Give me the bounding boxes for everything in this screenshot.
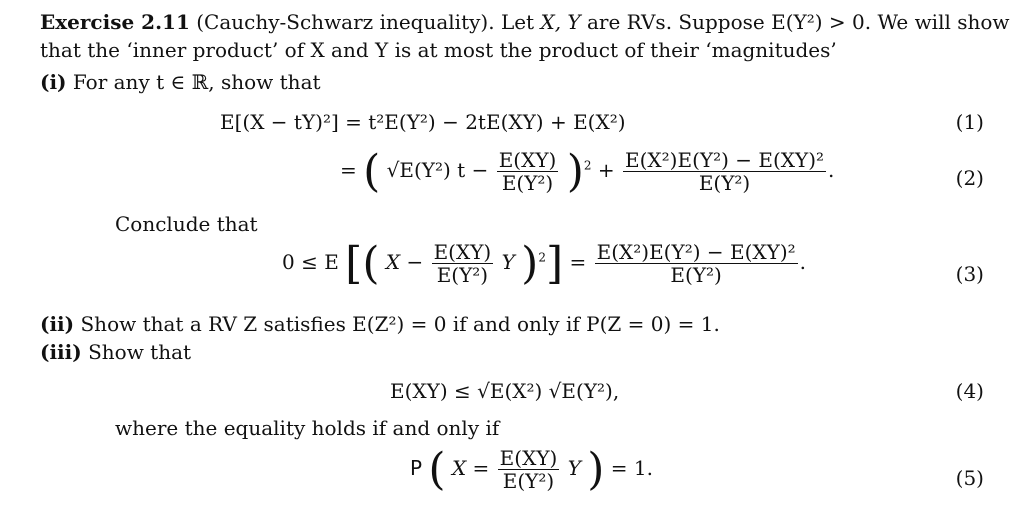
part-i-text: For any t ∈ ℝ, show that [72, 70, 321, 94]
eq3-frac2-den: E(Y²) [670, 263, 722, 287]
eq2-right-paren: ) [566, 146, 584, 197]
part-ii-label: (ii) [40, 312, 75, 336]
intro-line-2: that the ‘inner product’ of X and Y is at most the product of their ‘magnitudes’ [40, 38, 837, 62]
part-iii-label: (iii) [40, 340, 82, 364]
part-iii [40, 340, 191, 364]
exercise-title: (Cauchy-Schwarz inequality). [196, 10, 495, 34]
equation-3-number: (3) [955, 262, 984, 286]
equation-4-number: (4) [955, 379, 984, 403]
eq2-fraction-2 [623, 149, 826, 194]
eq5-frac-den: E(Y²) [502, 469, 555, 493]
part-ii-text: Show that a RV Z satisfies E(Z²) = 0 if and only if P(Z = 0) = 1. [80, 312, 720, 336]
eq5-y: Y [567, 456, 581, 480]
eq5-x: X = [451, 456, 490, 480]
intro-text-d: E(Y²) > 0. We will show [771, 10, 1010, 34]
eq2-equals: = [340, 158, 357, 182]
eq5-fraction [498, 447, 560, 492]
eq3-frac-num: E(XY) [433, 240, 492, 264]
equation-2: = ( √E(Y²) t − $\frac{E(XY)}{\text{E(Y²)}}$ )$^2$ + $\frac{\text{E(X²)E(Y²) − E(XY)²}}{\text{E(Y²)}}$ . [340, 146, 835, 197]
eq2-frac-num: E(XY) [498, 148, 557, 172]
eq3-lhs: 0 ≤ E [282, 250, 339, 274]
part-ii [40, 312, 720, 336]
part-i [40, 70, 321, 94]
intro-text-b: X, Y [540, 10, 581, 34]
eq3-fraction-2 [595, 241, 798, 286]
eq2-left-paren: ( [363, 146, 381, 197]
eq2-sqrt-term: √E(Y²) t − [386, 158, 489, 182]
eq2-frac-den: E(Y²) [501, 171, 554, 195]
eq5-p: P [410, 456, 423, 480]
eq3-x: X − [385, 250, 424, 274]
equation-5-number: (5) [955, 466, 984, 490]
equation-3: 0 ≤ E [( X − $\frac{E(XY)}{\text{E(Y²)}}$ Y )$^2$] = $\frac{\text{E(X²)E(Y²) − E(XY)²}}{\text{E(Y²)}}$ . [282, 238, 807, 289]
eq2-plus: + [597, 158, 615, 182]
eq2-frac2-den: E(Y²) [698, 171, 751, 195]
intro-text-c: are RVs. Suppose [586, 10, 765, 34]
equation-1: E[(X − tY)²] = t²E(Y²) − 2tE(XY) + E(X²) [220, 110, 626, 134]
where-text: where the equality holds if and only if [115, 416, 500, 440]
eq2-end: . [828, 158, 835, 182]
conclude-text: Conclude that [115, 212, 258, 236]
eq5-right-paren: ) [587, 444, 605, 495]
eq5-left-paren: ( [428, 444, 446, 495]
eq3-frac-den: E(Y²) [436, 263, 489, 287]
eq3-left-bracket: [( [345, 238, 380, 289]
eq2-frac2-num: E(X²)E(Y²) − E(XY)² [625, 148, 825, 172]
exercise-header [40, 10, 1010, 34]
equation-2-number: (2) [955, 166, 984, 190]
eq3-equals: = [569, 250, 587, 274]
equation-1-number: (1) [955, 110, 984, 134]
exercise-label: Exercise 2.11 [40, 10, 190, 34]
eq3-frac2-num: E(X²)E(Y²) − E(XY)² [596, 240, 796, 264]
eq3-end: . [799, 250, 807, 274]
eq3-y: Y [501, 250, 515, 274]
eq3-right-bracket: ) [521, 238, 539, 289]
part-i-label: (i) [40, 70, 67, 94]
equation-4: E(XY) ≤ √E(X²) √E(Y²), [390, 379, 620, 403]
part-iii-text: Show that [88, 340, 192, 364]
equation-5 [410, 444, 653, 495]
eq5-frac-num: E(XY) [499, 446, 558, 470]
eq3-fraction [432, 241, 494, 286]
eq2-fraction [497, 149, 559, 194]
intro-text-a: Let [500, 10, 535, 34]
eq5-end: = 1. [610, 456, 653, 480]
